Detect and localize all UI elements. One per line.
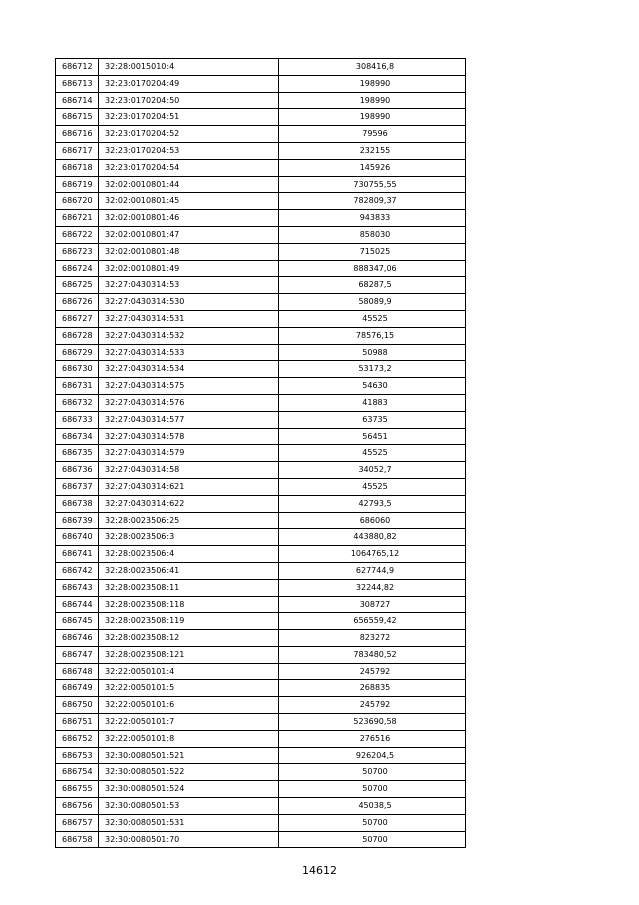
cadastral-number-cell: 32:22:0050101:4 <box>99 663 279 680</box>
table-row <box>56 310 466 327</box>
row-number-cell: 686755 <box>56 781 99 798</box>
row-number-cell: 686756 <box>56 798 99 815</box>
cadastral-number-cell: 32:27:0430314:533 <box>99 344 279 361</box>
table-row <box>56 327 466 344</box>
table-row <box>56 646 466 663</box>
value-cell: 145926 <box>279 159 466 176</box>
cadastral-number-cell: 32:02:0010801:44 <box>99 176 279 193</box>
cadastral-number-cell: 32:02:0010801:48 <box>99 243 279 260</box>
value-cell: 68287,5 <box>279 277 466 294</box>
cadastral-number-cell: 32:28:0023506:4 <box>99 546 279 563</box>
value-cell: 443880,82 <box>279 529 466 546</box>
row-number-cell: 686724 <box>56 260 99 277</box>
table-row <box>56 109 466 126</box>
value-cell: 50700 <box>279 764 466 781</box>
row-number-cell: 686745 <box>56 613 99 630</box>
value-cell: 45525 <box>279 310 466 327</box>
table-row <box>56 361 466 378</box>
table-row <box>56 512 466 529</box>
value-cell: 50988 <box>279 344 466 361</box>
cadastral-number-cell: 32:27:0430314:531 <box>99 310 279 327</box>
value-cell: 50700 <box>279 831 466 848</box>
cadastral-number-cell: 32:23:0170204:49 <box>99 75 279 92</box>
table-row <box>56 243 466 260</box>
table-row <box>56 814 466 831</box>
value-cell: 50700 <box>279 814 466 831</box>
row-number-cell: 686719 <box>56 176 99 193</box>
table-row <box>56 394 466 411</box>
row-number-cell: 686743 <box>56 579 99 596</box>
row-number-cell: 686726 <box>56 294 99 311</box>
row-number-cell: 686748 <box>56 663 99 680</box>
row-number-cell: 686734 <box>56 428 99 445</box>
row-number-cell: 686731 <box>56 378 99 395</box>
table-row <box>56 260 466 277</box>
value-cell: 198990 <box>279 92 466 109</box>
cadastral-number-cell: 32:23:0170204:54 <box>99 159 279 176</box>
cadastral-number-cell: 32:28:0015010:4 <box>99 59 279 76</box>
cadastral-number-cell: 32:28:0023508:11 <box>99 579 279 596</box>
row-number-cell: 686747 <box>56 646 99 663</box>
row-number-cell: 686744 <box>56 596 99 613</box>
cadastral-value-table <box>55 58 466 848</box>
value-cell: 730755,55 <box>279 176 466 193</box>
value-cell: 686060 <box>279 512 466 529</box>
table-row <box>56 277 466 294</box>
cadastral-number-cell: 32:27:0430314:530 <box>99 294 279 311</box>
cadastral-number-cell: 32:27:0430314:578 <box>99 428 279 445</box>
row-number-cell: 686725 <box>56 277 99 294</box>
cadastral-number-cell: 32:28:0023508:118 <box>99 596 279 613</box>
row-number-cell: 686758 <box>56 831 99 848</box>
cadastral-number-cell: 32:02:0010801:49 <box>99 260 279 277</box>
row-number-cell: 686730 <box>56 361 99 378</box>
cadastral-number-cell: 32:28:0023506:3 <box>99 529 279 546</box>
cadastral-number-cell: 32:27:0430314:579 <box>99 445 279 462</box>
value-cell: 53173,2 <box>279 361 466 378</box>
table-row <box>56 495 466 512</box>
cadastral-number-cell: 32:27:0430314:575 <box>99 378 279 395</box>
table-row <box>56 210 466 227</box>
value-cell: 245792 <box>279 697 466 714</box>
cadastral-number-cell: 32:28:0023508:12 <box>99 630 279 647</box>
row-number-cell: 686736 <box>56 462 99 479</box>
row-number-cell: 686737 <box>56 478 99 495</box>
cadastral-number-cell: 32:22:0050101:7 <box>99 714 279 731</box>
value-cell: 78576,15 <box>279 327 466 344</box>
table-row <box>56 697 466 714</box>
table-row <box>56 294 466 311</box>
row-number-cell: 686742 <box>56 562 99 579</box>
table-row <box>56 59 466 76</box>
cadastral-number-cell: 32:22:0050101:6 <box>99 697 279 714</box>
value-cell: 1064765,12 <box>279 546 466 563</box>
table-row <box>56 730 466 747</box>
value-cell: 943833 <box>279 210 466 227</box>
cadastral-number-cell: 32:27:0430314:621 <box>99 478 279 495</box>
row-number-cell: 686729 <box>56 344 99 361</box>
value-cell: 56451 <box>279 428 466 445</box>
value-cell: 308416,8 <box>279 59 466 76</box>
row-number-cell: 686735 <box>56 445 99 462</box>
row-number-cell: 686752 <box>56 730 99 747</box>
cadastral-number-cell: 32:23:0170204:50 <box>99 92 279 109</box>
value-cell: 926204,5 <box>279 747 466 764</box>
row-number-cell: 686750 <box>56 697 99 714</box>
table-row <box>56 142 466 159</box>
row-number-cell: 686713 <box>56 75 99 92</box>
table-row <box>56 831 466 848</box>
value-cell: 782809,37 <box>279 193 466 210</box>
cadastral-number-cell: 32:28:0023508:121 <box>99 646 279 663</box>
row-number-cell: 686717 <box>56 142 99 159</box>
value-cell: 268835 <box>279 680 466 697</box>
table-row <box>56 226 466 243</box>
table-row <box>56 462 466 479</box>
cadastral-number-cell: 32:27:0430314:53 <box>99 277 279 294</box>
cadastral-number-cell: 32:23:0170204:51 <box>99 109 279 126</box>
page-number: 14612 <box>302 864 337 877</box>
row-number-cell: 686722 <box>56 226 99 243</box>
value-cell: 656559,42 <box>279 613 466 630</box>
cadastral-number-cell: 32:27:0430314:532 <box>99 327 279 344</box>
cadastral-number-cell: 32:22:0050101:8 <box>99 730 279 747</box>
cadastral-number-cell: 32:30:0080501:531 <box>99 814 279 831</box>
cadastral-number-cell: 32:27:0430314:577 <box>99 411 279 428</box>
table-row <box>56 781 466 798</box>
row-number-cell: 686746 <box>56 630 99 647</box>
value-cell: 276516 <box>279 730 466 747</box>
cadastral-number-cell: 32:02:0010801:47 <box>99 226 279 243</box>
table-row <box>56 714 466 731</box>
cadastral-number-cell: 32:27:0430314:58 <box>99 462 279 479</box>
table-row <box>56 428 466 445</box>
row-number-cell: 686715 <box>56 109 99 126</box>
value-cell: 198990 <box>279 109 466 126</box>
value-cell: 63735 <box>279 411 466 428</box>
row-number-cell: 686714 <box>56 92 99 109</box>
cadastral-number-cell: 32:30:0080501:522 <box>99 764 279 781</box>
table-body <box>56 59 466 848</box>
value-cell: 627744,9 <box>279 562 466 579</box>
table-row <box>56 663 466 680</box>
cadastral-number-cell: 32:02:0010801:45 <box>99 193 279 210</box>
row-number-cell: 686751 <box>56 714 99 731</box>
row-number-cell: 686727 <box>56 310 99 327</box>
cadastral-number-cell: 32:28:0023508:119 <box>99 613 279 630</box>
table-row <box>56 445 466 462</box>
table-row <box>56 680 466 697</box>
value-cell: 50700 <box>279 781 466 798</box>
table-row <box>56 546 466 563</box>
row-number-cell: 686728 <box>56 327 99 344</box>
row-number-cell: 686738 <box>56 495 99 512</box>
cadastral-number-cell: 32:02:0010801:46 <box>99 210 279 227</box>
value-cell: 823272 <box>279 630 466 647</box>
cadastral-number-cell: 32:30:0080501:521 <box>99 747 279 764</box>
cadastral-number-cell: 32:30:0080501:524 <box>99 781 279 798</box>
table-row <box>56 562 466 579</box>
value-cell: 308727 <box>279 596 466 613</box>
value-cell: 783480,52 <box>279 646 466 663</box>
table-row <box>56 75 466 92</box>
cadastral-number-cell: 32:23:0170204:53 <box>99 142 279 159</box>
cadastral-number-cell: 32:28:0023506:25 <box>99 512 279 529</box>
table-row <box>56 193 466 210</box>
cadastral-number-cell: 32:30:0080501:53 <box>99 798 279 815</box>
row-number-cell: 686749 <box>56 680 99 697</box>
table-row <box>56 596 466 613</box>
table-row <box>56 378 466 395</box>
row-number-cell: 686720 <box>56 193 99 210</box>
row-number-cell: 686732 <box>56 394 99 411</box>
table-row <box>56 630 466 647</box>
table-row <box>56 613 466 630</box>
cadastral-number-cell: 32:27:0430314:534 <box>99 361 279 378</box>
cadastral-number-cell: 32:28:0023506:41 <box>99 562 279 579</box>
value-cell: 523690,58 <box>279 714 466 731</box>
cadastral-number-cell: 32:22:0050101:5 <box>99 680 279 697</box>
cadastral-number-cell: 32:23:0170204:52 <box>99 126 279 143</box>
row-number-cell: 686712 <box>56 59 99 76</box>
table-row <box>56 478 466 495</box>
value-cell: 42793,5 <box>279 495 466 512</box>
table-row <box>56 411 466 428</box>
value-cell: 54630 <box>279 378 466 395</box>
table-row <box>56 798 466 815</box>
table-row <box>56 344 466 361</box>
value-cell: 888347,06 <box>279 260 466 277</box>
value-cell: 58089,9 <box>279 294 466 311</box>
value-cell: 32244,82 <box>279 579 466 596</box>
value-cell: 45038,5 <box>279 798 466 815</box>
row-number-cell: 686754 <box>56 764 99 781</box>
cadastral-number-cell: 32:27:0430314:576 <box>99 394 279 411</box>
value-cell: 79596 <box>279 126 466 143</box>
cadastral-number-cell: 32:30:0080501:70 <box>99 831 279 848</box>
value-cell: 41883 <box>279 394 466 411</box>
value-cell: 45525 <box>279 445 466 462</box>
row-number-cell: 686739 <box>56 512 99 529</box>
row-number-cell: 686741 <box>56 546 99 563</box>
table-row <box>56 579 466 596</box>
table-row <box>56 529 466 546</box>
row-number-cell: 686740 <box>56 529 99 546</box>
row-number-cell: 686733 <box>56 411 99 428</box>
value-cell: 198990 <box>279 75 466 92</box>
value-cell: 858030 <box>279 226 466 243</box>
table-row <box>56 747 466 764</box>
row-number-cell: 686716 <box>56 126 99 143</box>
value-cell: 232155 <box>279 142 466 159</box>
value-cell: 45525 <box>279 478 466 495</box>
table-row <box>56 126 466 143</box>
table-row <box>56 159 466 176</box>
table-row <box>56 92 466 109</box>
table-row <box>56 176 466 193</box>
table-row <box>56 764 466 781</box>
row-number-cell: 686757 <box>56 814 99 831</box>
value-cell: 34052,7 <box>279 462 466 479</box>
row-number-cell: 686723 <box>56 243 99 260</box>
value-cell: 245792 <box>279 663 466 680</box>
row-number-cell: 686721 <box>56 210 99 227</box>
value-cell: 715025 <box>279 243 466 260</box>
row-number-cell: 686753 <box>56 747 99 764</box>
cadastral-number-cell: 32:27:0430314:622 <box>99 495 279 512</box>
row-number-cell: 686718 <box>56 159 99 176</box>
